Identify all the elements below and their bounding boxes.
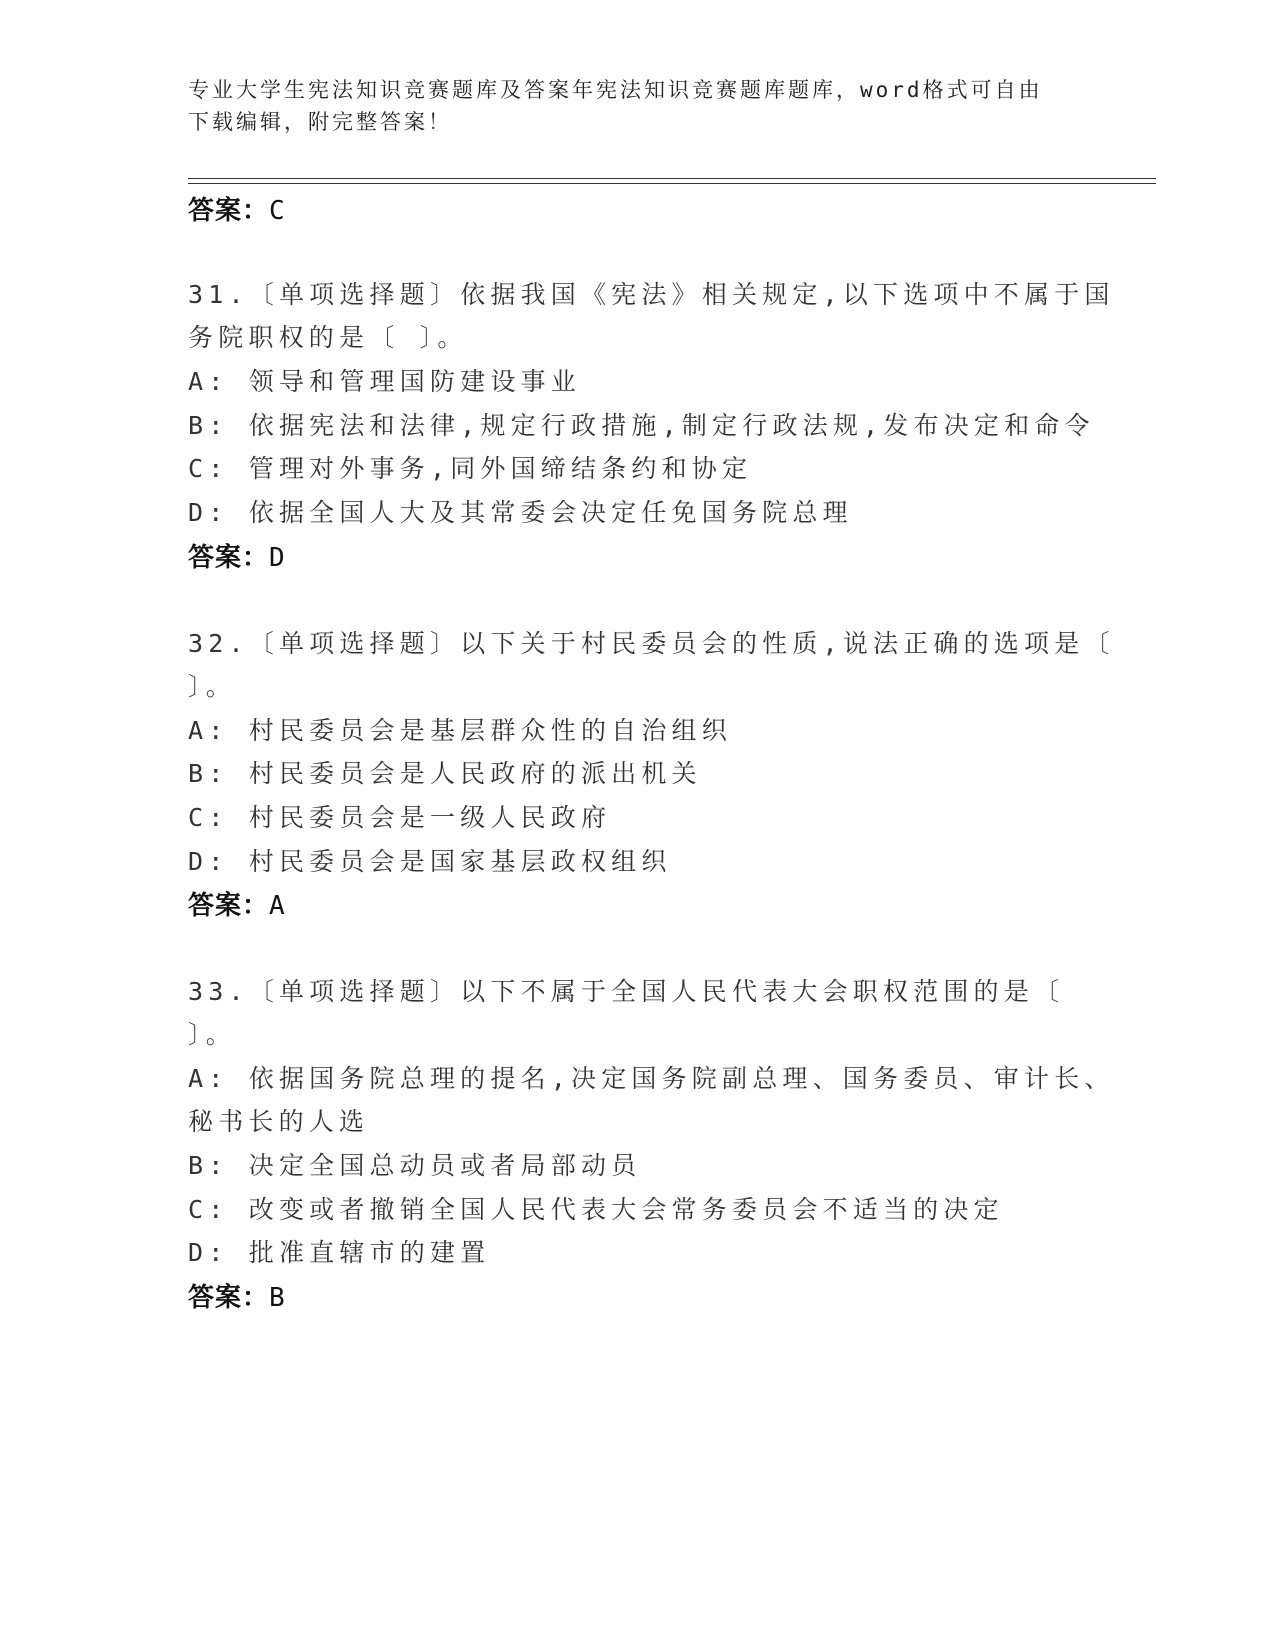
question-32-option-b: B: 村民委员会是人民政府的派出机关 <box>188 759 702 788</box>
question-33-answer <box>188 1277 286 1314</box>
question-31-stem-line-2: 务院职权的是〔 〕。 <box>188 323 468 352</box>
document-header <box>188 74 1068 138</box>
answer-label: 答案： <box>188 891 270 921</box>
question-33-stem-line-1: 33.〔单项选择题〕以下不属于全国人民代表大会职权范围的是〔 <box>188 977 1065 1006</box>
question-33-option-a-continued: 秘书长的人选 <box>188 1107 370 1136</box>
question-32-option-a: A: 村民委员会是基层群众性的自治组织 <box>188 716 732 745</box>
question-31-option-a: A: 领导和管理国防建设事业 <box>188 367 581 396</box>
answer-value: A <box>269 891 286 921</box>
question-32-stem-line-1: 32.〔单项选择题〕以下关于村民委员会的性质,说法正确的选项是〔 <box>188 629 1115 658</box>
question-32-option-d: D: 村民委员会是国家基层政权组织 <box>188 847 672 876</box>
answer-label: 答案： <box>188 1283 270 1313</box>
header-line-2: 下载编辑，附完整答案！ <box>188 110 452 134</box>
header-divider-bottom <box>188 183 1156 184</box>
question-31-option-d: D: 依据全国人大及其常委会决定任免国务院总理 <box>188 498 853 527</box>
question-32-option-c: C: 村民委员会是一级人民政府 <box>188 803 612 832</box>
question-33-stem-line-2: 〕。 <box>188 1020 236 1049</box>
question-31-stem-line-1: 31.〔单项选择题〕依据我国《宪法》相关规定,以下选项中不属于国 <box>188 280 1115 309</box>
answer-value: B <box>269 1283 286 1313</box>
question-33-option-c: C: 改变或者撤销全国人民代表大会常务委员会不适当的决定 <box>188 1195 1004 1224</box>
question-31-answer <box>188 537 286 574</box>
question-31-option-c: C: 管理对外事务,同外国缔结条约和协定 <box>188 454 753 483</box>
question-31-option-b: B: 依据宪法和法律,规定行政措施,制定行政法规,发布决定和命令 <box>188 411 1095 440</box>
header-divider-top <box>188 178 1156 179</box>
answer-label: 答案： <box>188 196 270 226</box>
answer-value: C <box>269 196 286 226</box>
answer-value: D <box>269 543 286 573</box>
question-33-option-d: D: 批准直辖市的建置 <box>188 1238 491 1267</box>
answer-label: 答案： <box>188 543 270 573</box>
question-32-stem-line-2: 〕。 <box>188 672 236 701</box>
question-33-option-b: B: 决定全国总动员或者局部动员 <box>188 1151 642 1180</box>
question-32-answer <box>188 885 286 922</box>
answer-line <box>188 190 286 227</box>
header-line-1: 专业大学生宪法知识竞赛题库及答案年宪法知识竞赛题库题库，word格式可自由 <box>188 78 1043 102</box>
question-33-option-a: A: 依据国务院总理的提名,决定国务院副总理、国务委员、审计长、 <box>188 1064 1115 1093</box>
